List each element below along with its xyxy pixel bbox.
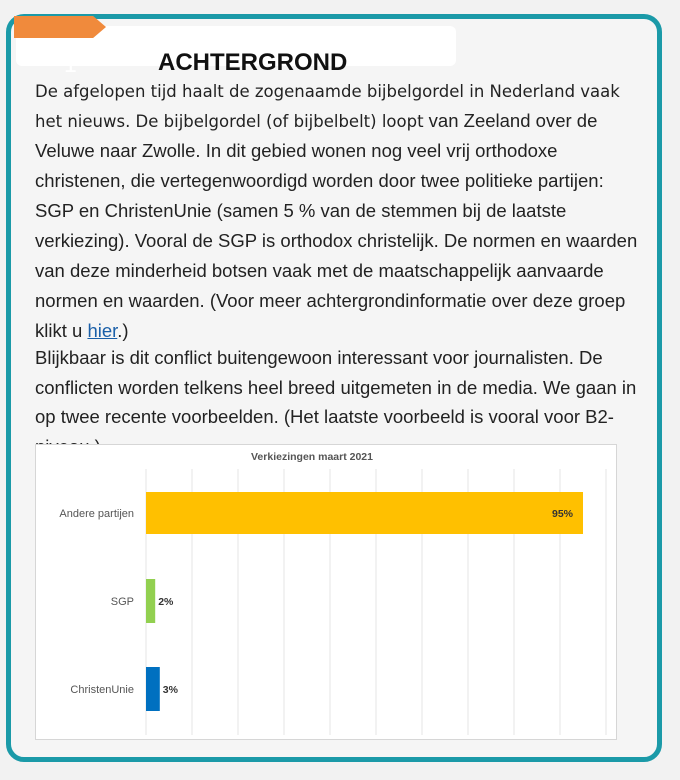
bar-sgp: [146, 579, 155, 623]
intro-paragraph: [35, 77, 647, 346]
intro-text-c: .): [117, 320, 129, 341]
hier-link[interactable]: hier: [87, 320, 118, 341]
second-paragraph: Blijkbaar is dit conflict buitengewoon interessant voor journalisten. De conflicten worden telkens heel breed uitgemeten in de media. We gaan in op twee recente voorbeelden. (Het laatste voorbeeld is vooral voor B2-: [35, 347, 637, 427]
intro-text-a: De afgelopen tijd haalt de zogenaamde bijbelgordel in Nederland vaak het nieuws. De bijbelgordel (of bijbelbelt) loopt: [35, 82, 620, 131]
bar-christenunie: [146, 667, 160, 711]
chart-title: Verkiezingen maart 2021: [251, 451, 373, 463]
category-label: ChristenUnie: [70, 684, 134, 696]
value-label: 3%: [162, 684, 178, 696]
chart-svg: [36, 445, 616, 739]
election-chart: [35, 444, 617, 740]
intro-text-b: van Zeeland over de Veluwe naar Zwolle. In dit gebied wonen nog veel vrij orthodoxe christenen, die vertegenwoordigd worden door twee politieke partijen: SGP en ChristenUnie (samen 5 % van de stemmen bij de laatste verkiezing). Vooral de SGP is orthodox christelijk. De normen en waarden van deze minderheid botsen vaak met de maatschappelijk aanvaarde normen en waarden. (Voor meer achtergrondinformatie over deze groep klikt u: [35, 110, 638, 341]
category-label: SGP: [110, 596, 134, 608]
bar-andere-partijen: [146, 492, 583, 534]
value-label: 95%: [551, 508, 573, 520]
section-number: 1: [64, 51, 77, 77]
section-title: ACHTERGROND: [158, 49, 348, 76]
category-label: Andere partijen: [59, 508, 134, 520]
section-number-tag: [14, 16, 106, 38]
value-label: 2%: [158, 596, 174, 608]
